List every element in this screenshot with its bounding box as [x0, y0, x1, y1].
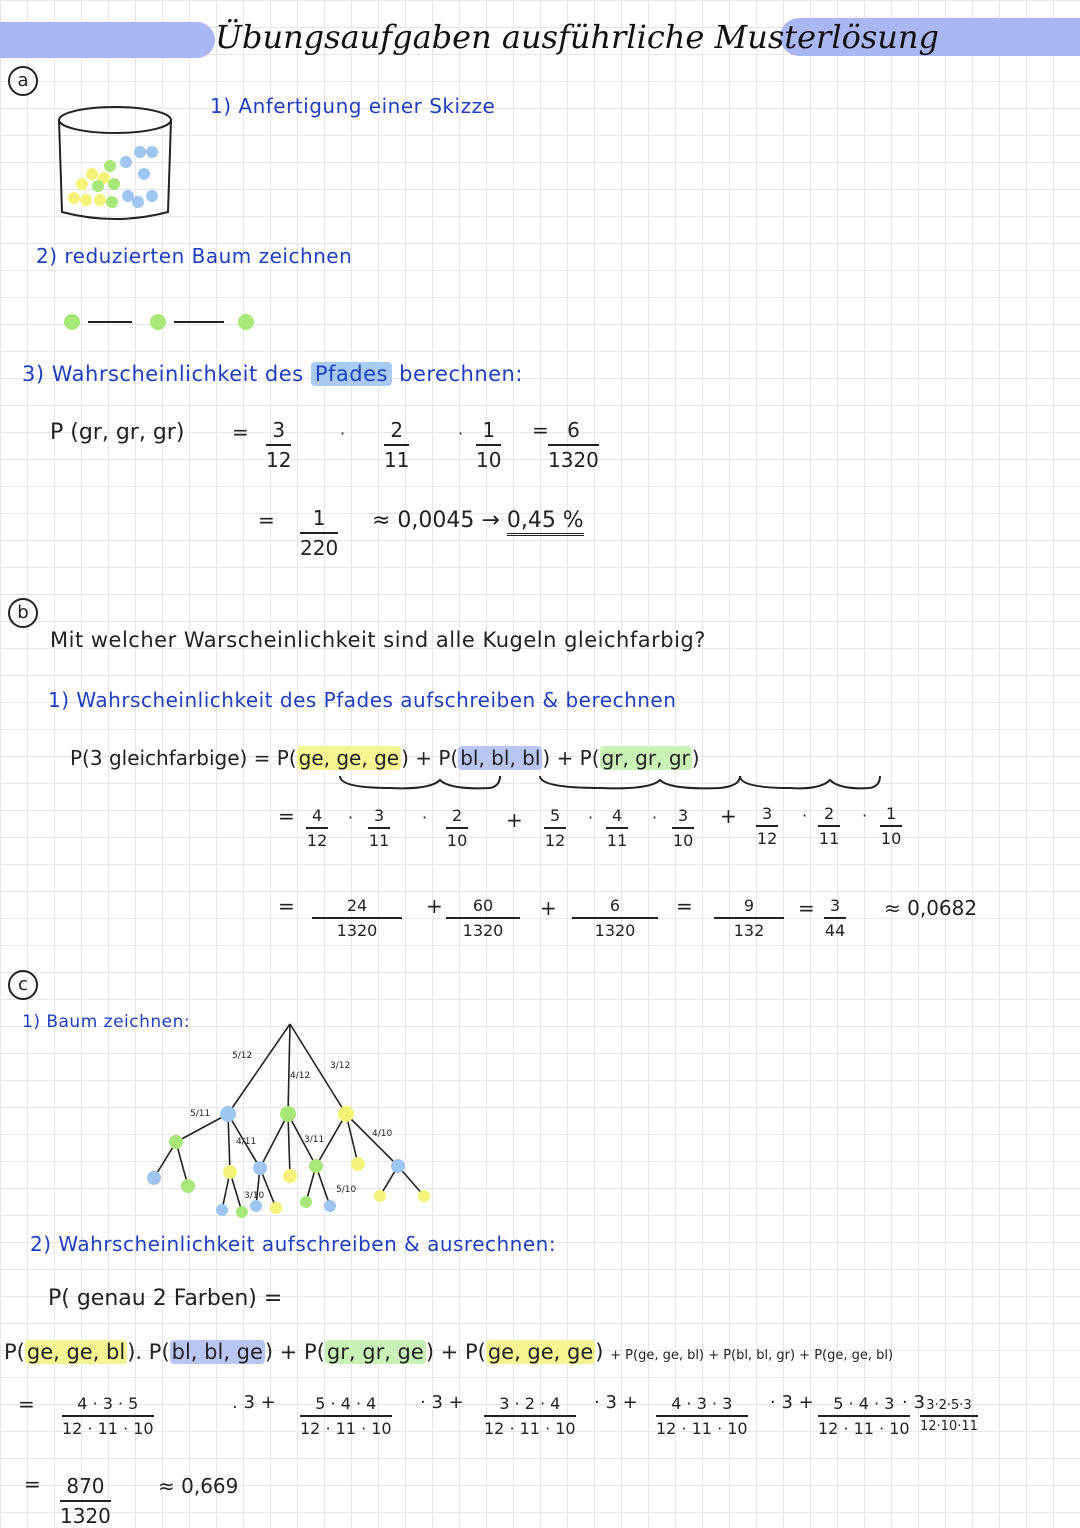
title-banner-left: [0, 22, 215, 58]
a-frac-1: $\frac{3}{12}$: [266, 418, 292, 472]
b-braces: [300, 770, 890, 794]
c-term-5-mult: · 3: [902, 1392, 925, 1413]
branch-label: 3/11: [304, 1135, 325, 1145]
c-line1-small: + P(ge, ge, bl) + P(bl, bl, gr) + P(ge, ge, bl): [610, 1348, 894, 1363]
a-lhs: P (gr, gr, gr): [50, 420, 185, 445]
branch-label: 5/11: [190, 1109, 211, 1119]
c-term-2: $\frac{5 \cdot 4 \cdot 4}{12 \cdot 11 \cdot 10}$: [300, 1394, 392, 1438]
b-plus: +: [720, 804, 737, 828]
b-dot: ·: [802, 806, 808, 825]
c-lhs: P( genau 2 Farben) =: [48, 1286, 283, 1311]
c-term-3-mult: · 3 +: [594, 1392, 638, 1413]
c-gr-ge-highlight: gr, gr, ge: [326, 1340, 424, 1364]
c-term-4-mult: · 3 +: [770, 1392, 814, 1413]
branch-label: 4/10: [372, 1129, 393, 1139]
c-step1: 1) Baum zeichnen:: [22, 1012, 191, 1032]
branch-label: 5/10: [336, 1185, 357, 1195]
c-term-2-mult: · 3 +: [420, 1392, 464, 1413]
b-ge-highlight: ge, ge, ge: [298, 746, 400, 770]
a-dot-1: ·: [340, 424, 346, 443]
b-bl-highlight: bl, bl, bl: [460, 746, 541, 770]
balls: [68, 146, 158, 208]
b-sum-5: $\frac{3}{44}$: [824, 896, 846, 940]
c-approx: ≈ 0,669: [158, 1474, 239, 1498]
b-t3-f2: $\frac{2}{11}$: [818, 804, 840, 848]
c-line1: P(ge, ge, bl). P(bl, bl, ge) + P(gr, gr, ge) + P(ge, ge, ge) + P(ge, ge, bl) + P(bl, bl, gr) + P(ge, ge, bl): [4, 1340, 894, 1364]
c-term-1: $\frac{4 \cdot 3 \cdot 5}{12 \cdot 11 \cdot 10}$: [62, 1394, 154, 1438]
a-frac-result: $\frac{6}{1320}$: [548, 418, 599, 472]
b-dot: ·: [588, 808, 594, 827]
a-approx-value: ≈ 0,0045 →: [372, 508, 507, 533]
a-percent: 0,45 %: [507, 508, 584, 536]
c-ge-bl-highlight: ge, ge, bl: [26, 1340, 126, 1364]
c-eq-2: =: [24, 1472, 41, 1496]
b-t2-f3: $\frac{3}{10}$: [672, 806, 694, 850]
b-t1-f3: $\frac{2}{10}$: [446, 806, 468, 850]
part-a-marker: a: [8, 66, 38, 96]
c-term-5: $\frac{5 \cdot 4 \cdot 3}{12 \cdot 11 \cdot 10}$: [818, 1394, 910, 1438]
branch-label: 4/11: [236, 1137, 257, 1147]
b-t2-f2: $\frac{4}{11}$: [606, 806, 628, 850]
b-lhs: P(3 gleichfarbige) = P( ge, ge, ge ) + P( bl, bl, bl ) + P( gr, gr, gr ): [70, 746, 700, 770]
b-eq-1: =: [278, 804, 295, 828]
b-dot: ·: [862, 806, 868, 825]
b-plus: +: [426, 894, 443, 918]
a-eq: =: [232, 420, 249, 444]
a-frac-simplified: $\frac{1}{220}$: [300, 506, 339, 560]
a-step3-pre: 3) Wahrscheinlichkeit des: [22, 362, 304, 386]
b-eq-4: =: [798, 896, 815, 920]
c-term-4: $\frac{4 \cdot 3 \cdot 3}{12 \cdot 11 \cdot 10}$: [656, 1394, 748, 1438]
a-step3-highlight: Pfades: [311, 362, 392, 386]
a-approx: [372, 508, 584, 533]
c-bl-ge-highlight: bl, bl, ge: [171, 1340, 263, 1364]
b-t1-f1: $\frac{4}{12}$: [306, 806, 328, 850]
jar-sketch: [52, 100, 182, 230]
reduced-tree: [60, 310, 260, 334]
b-step1: 1) Wahrscheinlichkeit des Pfades aufschreiben & berechnen: [48, 688, 677, 712]
b-sum-1: $\frac{24}{1320}$: [312, 896, 402, 940]
b-sum-2: $\frac{60}{1320}$: [446, 896, 520, 940]
b-approx: ≈ 0,0682: [884, 896, 978, 920]
a-eq-3: =: [258, 508, 275, 532]
a-step3: [22, 362, 523, 386]
branch-label: 4/12: [290, 1071, 311, 1081]
b-t2-f1: $\frac{5}{12}$: [544, 806, 566, 850]
a-eq-2: =: [532, 418, 549, 442]
b-t3-f3: $\frac{1}{10}$: [880, 804, 902, 848]
b-sum-4: $\frac{9}{132}$: [714, 896, 784, 940]
b-eq-3: =: [676, 894, 693, 918]
c-ge-ge-highlight: ge, ge, ge: [487, 1340, 594, 1364]
b-plus: +: [540, 896, 557, 920]
c-term-1-mult: . 3 +: [232, 1392, 276, 1413]
b-dot: ·: [422, 808, 428, 827]
b-eq-2: =: [278, 894, 295, 918]
page-title: Übungsaufgaben ausführliche Musterlösung: [215, 18, 939, 56]
b-sum-3: $\frac{6}{1320}$: [572, 896, 658, 940]
part-c-marker: c: [8, 970, 38, 1000]
c-step2: 2) Wahrscheinlichkeit aufschreiben & ausrechnen:: [30, 1232, 557, 1256]
branch-label: 3/12: [330, 1061, 351, 1071]
branch-label: 5/12: [232, 1051, 253, 1061]
c-term-3: $\frac{3 \cdot 2 \cdot 4}{12 \cdot 11 \cdot 10}$: [484, 1394, 576, 1438]
b-dot: ·: [348, 808, 354, 827]
probability-tree: [140, 1016, 440, 1228]
part-b-marker: b: [8, 598, 38, 628]
a-step2: 2) reduzierten Baum zeichnen: [36, 244, 353, 268]
c-result-frac: $\frac{870}{1320}$: [60, 1474, 111, 1528]
a-frac-2: $\frac{2}{11}$: [384, 418, 410, 472]
c-tail: $\frac{3\cdot 2\cdot 5\cdot 3}{12\cdot 10\cdot 11}$: [920, 1398, 978, 1434]
a-dot-2: ·: [458, 424, 464, 443]
branch-label: 3/10: [244, 1191, 265, 1201]
a-step1: 1) Anfertigung einer Skizze: [210, 94, 496, 118]
b-t1-f2: $\frac{3}{11}$: [368, 806, 390, 850]
b-plus: +: [506, 808, 523, 832]
a-frac-3: $\frac{1}{10}$: [476, 418, 502, 472]
b-t3-f1: $\frac{3}{12}$: [756, 804, 778, 848]
b-gr-highlight: gr, gr, gr: [601, 746, 690, 770]
a-step3-post: berechnen:: [399, 362, 523, 386]
c-eq-1: =: [18, 1392, 35, 1416]
b-question: Mit welcher Warscheinlichkeit sind alle Kugeln gleichfarbig?: [50, 628, 706, 652]
b-dot: ·: [652, 808, 658, 827]
